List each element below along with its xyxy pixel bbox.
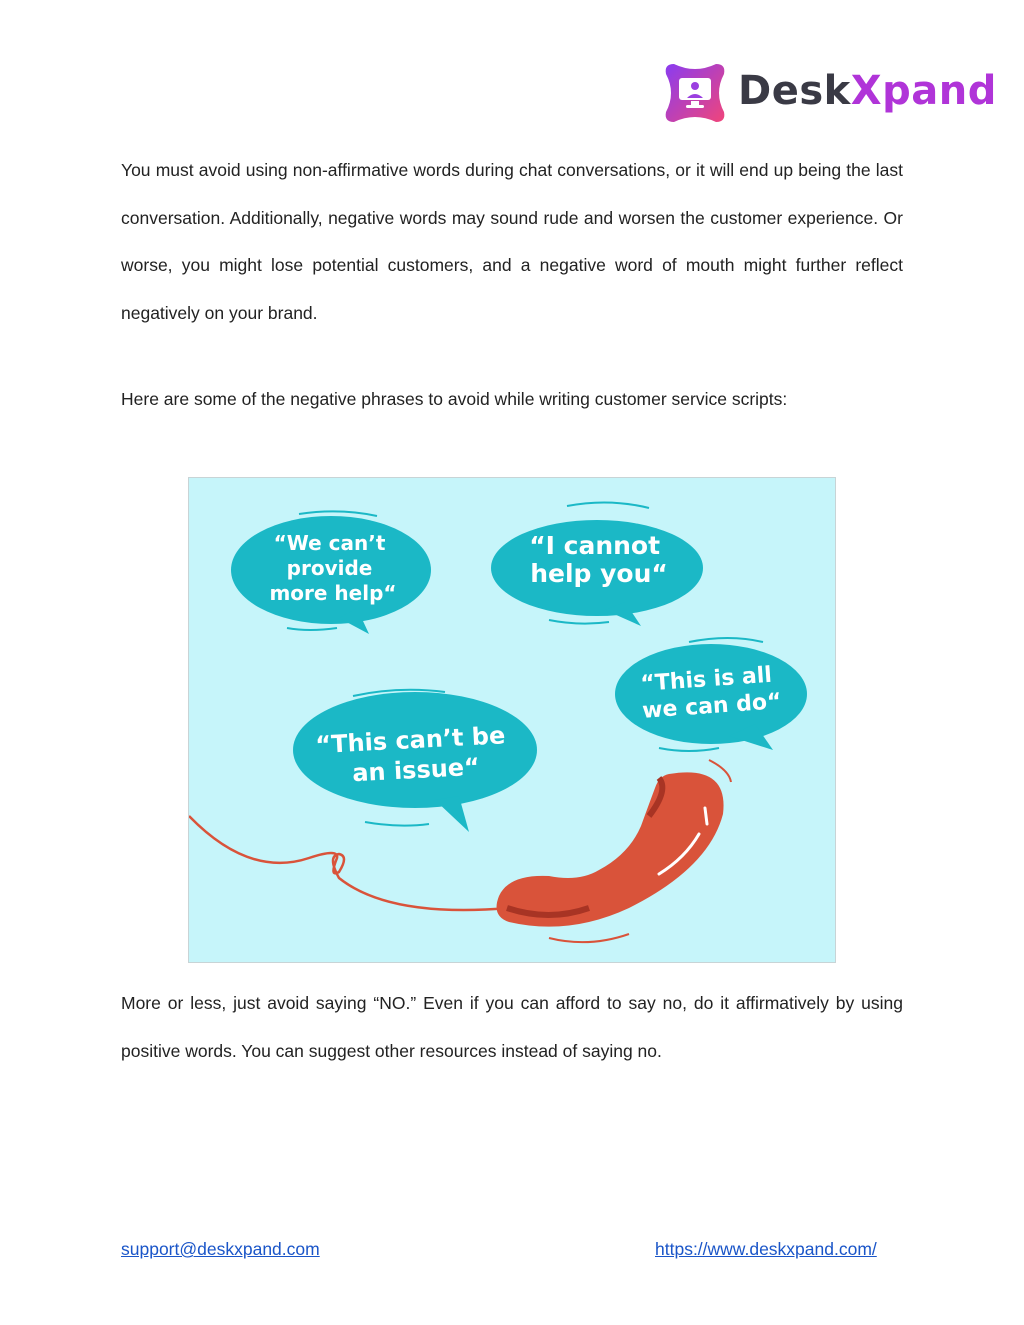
negative-phrases-illustration: [188, 477, 836, 963]
phrase-4-line-2: an issue“: [351, 752, 481, 788]
phrase-3-line-1: “This is all: [639, 662, 773, 697]
intro-paragraph: You must avoid using non-affirmative words during chat conversations, or it will end up being the last conversation. Additionally, negative words may sound rude and worsen the customer experience. Or worse, you might lose potential customers, and a negative word of mouth might further reflect negatively on your brand.: [121, 160, 903, 324]
speech-bubble-4: [293, 690, 537, 832]
phrase-1-line-2: provide: [286, 556, 373, 580]
phrase-1-line-1: “We can’t: [273, 531, 386, 555]
lead-in-paragraph: Here are some of the negative phrases to avoid while writing customer service scripts:: [121, 389, 788, 409]
phrase-4-line-1: “This can’t be: [314, 721, 506, 760]
svg-text:“I cannot help you“: [529, 531, 669, 588]
brand-name-part2: Xpand: [850, 68, 997, 114]
speech-bubble-3: [615, 638, 807, 751]
phrase-3-line-2: we can do“: [641, 689, 783, 724]
brand-name-part1: Desk: [738, 68, 851, 114]
phrase-2-line-2: help you“: [530, 559, 668, 588]
phone-cord: [189, 816, 509, 910]
telephone-handset-icon: [497, 760, 731, 942]
speech-bubble-1: [231, 511, 431, 634]
support-email-link[interactable]: support@deskxpand.com: [121, 1239, 320, 1259]
brand-name: [738, 68, 997, 114]
closing-paragraph: More or less, just avoid saying “NO.” Even if you can afford to say no, do it affirmatively by using positive words. You can suggest other resources instead of saying no.: [121, 993, 903, 1061]
phrase-1-line-3: more help“: [269, 581, 397, 605]
speech-bubble-2: [491, 502, 703, 626]
monitor-user-icon: [662, 60, 728, 126]
svg-text:“We can’t provide: [269, 531, 396, 605]
website-link[interactable]: https://www.deskxpand.com/: [655, 1239, 877, 1259]
phrase-2-line-1: “I cannot: [529, 531, 661, 560]
brand-logo: [662, 60, 997, 128]
